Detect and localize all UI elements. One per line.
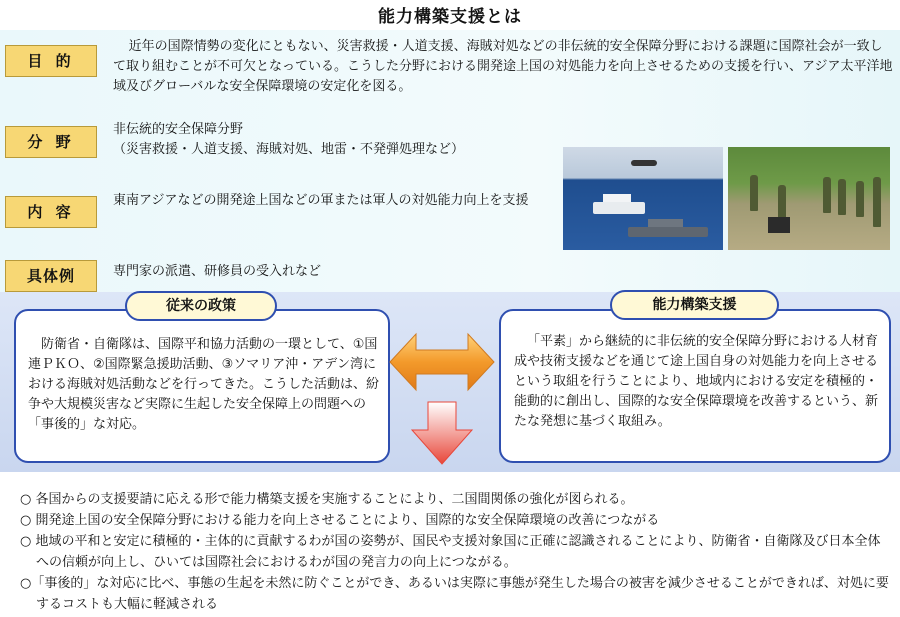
label-example: 具体例 xyxy=(5,260,97,292)
soldier-figure xyxy=(778,185,786,221)
soldier-figure xyxy=(873,177,881,227)
benefit-item: ○ 開発途上国の安全保障分野における能力を向上させることにより、国際的な安全保障環境の改善につながる xyxy=(20,513,660,528)
capacity-building-text: 「平素」から継続的に非伝統的安全保障分野における人材育成や技術支援などを通じて途上国自身の対処能力を向上させるという取組を行うことにより、地域内における安定を積極的・能動的に創出し、国際的な安全保障環境を改善するという、新たな発想に基づく取組み。 xyxy=(514,334,879,429)
capacity-building-heading: 能力構築支援 xyxy=(610,290,779,320)
conventional-policy-heading: 従来の政策 xyxy=(125,291,277,321)
ship-white xyxy=(593,202,645,214)
soldier-figure xyxy=(823,177,831,213)
soldier-figure xyxy=(838,179,846,215)
benefit-item: ○ 各国からの支援要請に応える形で能力構築支援を実施することにより、二国間関係の強化が図られる。 xyxy=(20,492,634,507)
example-text: 専門家の派遣、研修員の受入れなど xyxy=(113,264,322,279)
down-arrow-icon xyxy=(412,402,472,464)
label-content: 内 容 xyxy=(5,196,97,228)
benefit-item: ○「事後的」な対応に比べ、事態の生起を未然に防ぐことができ、あるいは実際に事態が発生した場合の被害を減少させることができれば、対処に要するコストも大幅に軽減される xyxy=(20,576,889,612)
transition-arrows xyxy=(386,330,498,470)
helicopter-shape xyxy=(631,160,657,166)
label-field: 分 野 xyxy=(5,126,97,158)
ship-grey xyxy=(628,227,708,237)
laptop-shape xyxy=(768,217,790,233)
soldier-figure xyxy=(856,181,864,217)
field-line-1: 非伝統的安全保障分野 xyxy=(113,122,244,137)
benefit-item: ○ 地域の平和と安定に積極的・主体的に貢献するわが国の姿勢が、国民や支援対象国に正確に認識されることにより、防衛省・自衛隊及び日本全体への信頼が向上し、ひいては国際社会におけるわが国の発言力の向上につながる。 xyxy=(20,534,881,570)
field-text xyxy=(113,120,553,160)
soldier-figure xyxy=(750,175,758,211)
label-purpose: 目 的 xyxy=(5,45,97,77)
double-arrow-icon xyxy=(390,334,494,390)
field-line-2: （災害救援・人道支援、海賊対処、地雷・不発弾処理など） xyxy=(113,142,465,157)
conventional-policy-text: 防衛省・自衛隊は、国際平和協力活動の一環として、①国連ＰＫＯ、②国際緊急援助活動、③ソマリア沖・アデン湾における海賊対処活動などを行ってきた。こうした活動は、紛争や大規模災害など実際に生起した安全保障上の問題への「事後的」な対応。 xyxy=(28,337,380,432)
benefits-list xyxy=(20,489,890,615)
training-soldiers-photo xyxy=(728,147,890,250)
content-text: 東南アジアなどの開発途上国などの軍または軍人の対処能力向上を支援 xyxy=(113,193,529,208)
purpose-text: 近年の国際情勢の変化にともない、災害救援・人道支援、海賊対処などの非伝統的安全保障分野における課題に国際社会が一致して取り組むことが不可欠となっている。こうした分野における開発途上国の対処能力を向上させるための支援を行い、アジア太平洋地域及びグローバルな安全保障環境の安定化を図る。 xyxy=(113,39,893,94)
page-title: 能力構築支援とは xyxy=(378,7,522,27)
naval-ships-photo xyxy=(563,147,723,250)
